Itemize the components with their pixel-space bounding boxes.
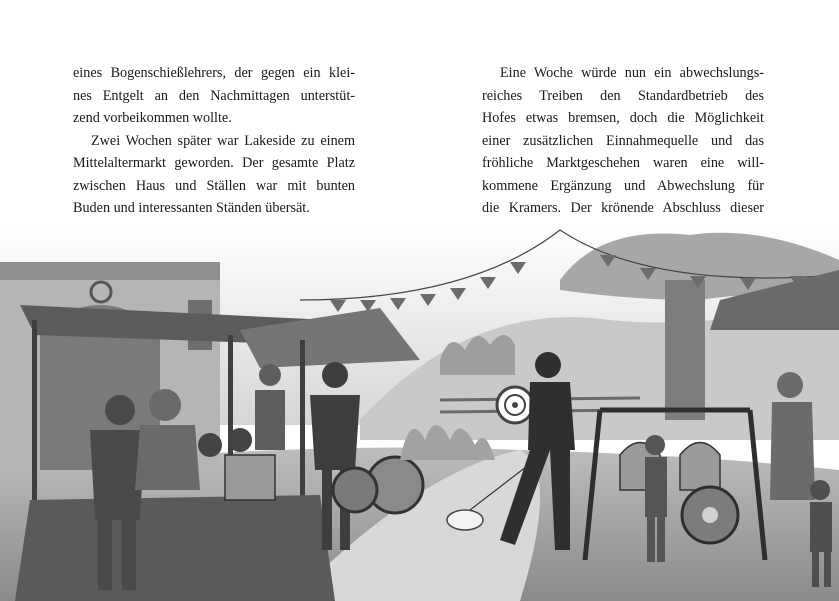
- text-line: Eine Woche würde nun ein abwechslungs-: [500, 65, 764, 81]
- text-line: eines Bogenschießlehrers, der gegen ein klei-: [73, 65, 355, 81]
- tree-trunk: [665, 280, 705, 420]
- armor-helmet: [680, 443, 720, 491]
- text-column-right: [482, 62, 764, 220]
- bust-display: [198, 433, 222, 457]
- text-line: einer zusätzlichen Einnahmequelle und das: [482, 132, 764, 149]
- text-line: Mittelaltermarkt geworden. Der gesamte Platz: [73, 155, 355, 171]
- text-line: kommene Ergänzung und Abwechslung für: [482, 177, 764, 194]
- manor-roof: [0, 262, 220, 280]
- text-line: nes Entgelt an den Nachmittagen unterstüt-: [73, 87, 355, 104]
- text-column-left: [73, 62, 355, 220]
- stall-table: [15, 495, 335, 601]
- bust-display: [228, 428, 252, 452]
- text-line: Zwei Wochen später war Lakeside zu einem: [91, 132, 355, 149]
- man-background: [255, 364, 285, 450]
- text-line: zwischen Haus und Ställen war mit bunten: [73, 177, 355, 194]
- text-line: die Kramers. Der krönende Abschluss dieser: [482, 200, 764, 216]
- cart-wheel: [333, 468, 377, 512]
- text-line: reiches Treiben den Standardbetrieb des: [482, 87, 764, 104]
- paragraph: [73, 62, 355, 130]
- text-line: fröhliche Marktgeschehen waren eine will-: [482, 155, 764, 171]
- text-line: Hofes etwas bremsen, doch die Möglichkeit: [482, 110, 764, 126]
- text-line: Buden und interessanten Ständen übersät.: [73, 200, 310, 216]
- paragraph: [73, 130, 355, 220]
- jewelry-display: [225, 455, 275, 500]
- text-line: zend vorbeikommen wollte.: [73, 110, 232, 126]
- paragraph: [482, 62, 764, 220]
- small-dog: [447, 510, 483, 530]
